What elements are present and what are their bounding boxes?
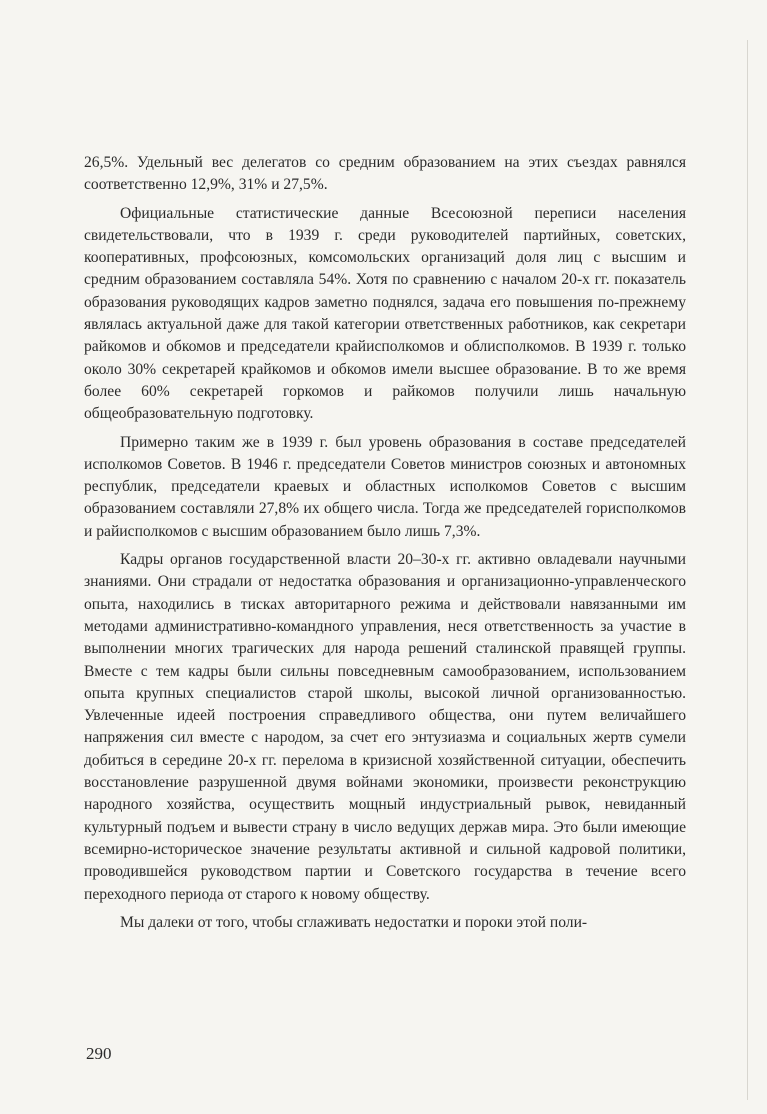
body-text [84,152,686,934]
paragraph: Официальные статистические данные Всесоюзной переписи населения свидетельствовали, что в 1939 г. среди руководителей партийных, советских, кооперативных, профсоюзных, комсомольских организаций доля лиц с высшим и средним образованием составляла 54%. Хотя по сравнению с началом 20-х гг. показатель образования руководящих кадров заметно поднялся, задача его повышения по-прежнему являлась актуальной даже для такой категории ответственных работников, как секретари райкомов и обкомов и председатели крайисполкомов и облисполкомов. В 1939 г. только около 30% секретарей крайкомов и обкомов имели высшее образование. В то же время более 60% секретарей горкомов и райкомов получили лишь начальную общеобразовательную подготовку. [84,204,686,423]
paragraph-continuation: 26,5%. Удельный вес делегатов со средним образованием на этих съездах равнялся соответственно 12,9%, 31% и 27,5%. [84,154,686,194]
paragraph: Кадры органов государственной власти 20–30-х гг. активно овладевали научными знаниями. Они страдали от недостатка образования и организационно-управленческого опыта, находились в тисках авторитарного режима и действовали навязанными им методами административно-командного управления, неся ответственность за участие в выполнении многих трагических для народа решений сталинской правящей группы. Вместе с тем кадры были сильны повседневным самообразованием, использованием опыта крупных специалистов старой школы, высокой личной организованностью. Увлеченные идеей построения справедливого общества, они путем величайшего напряжения сил вместе с народом, за счет его энтузиазма и социальных жертв сумели добиться в середине 20-х гг. перелома в кризисной хозяйственной ситуации, обеспечить восстановление разрушенной двумя войнами экономики, произвести реконструкцию народного хозяйства, осуществить мощный индустриальный рывок, невиданный культурный подъем и вывести страну в число ведущих держав мира. Это были имеющие всемирно-историческое значение результаты активной и сильной кадровой политики, проводившейся руководством партии и Советского государства в течение всего переходного периода от старого к новому обществу. [84,551,686,903]
paragraph: Примерно таким же в 1939 г. был уровень образования в составе председателей исполкомов Советов. В 1946 г. председатели Советов министров союзных и автономных республик, председатели краевых и областных исполкомов Советов с высшим образованием составляли 27,8% их общего числа. Тогда же председателей горисполкомов и райисполкомов с высшим образованием было лишь 7,3%. [84,433,686,540]
page-edge-divider [747,40,748,1100]
paragraph: Мы далеки от того, чтобы сглаживать недостатки и пороки этой поли- [120,913,588,931]
page-number: 290 [86,1044,112,1063]
